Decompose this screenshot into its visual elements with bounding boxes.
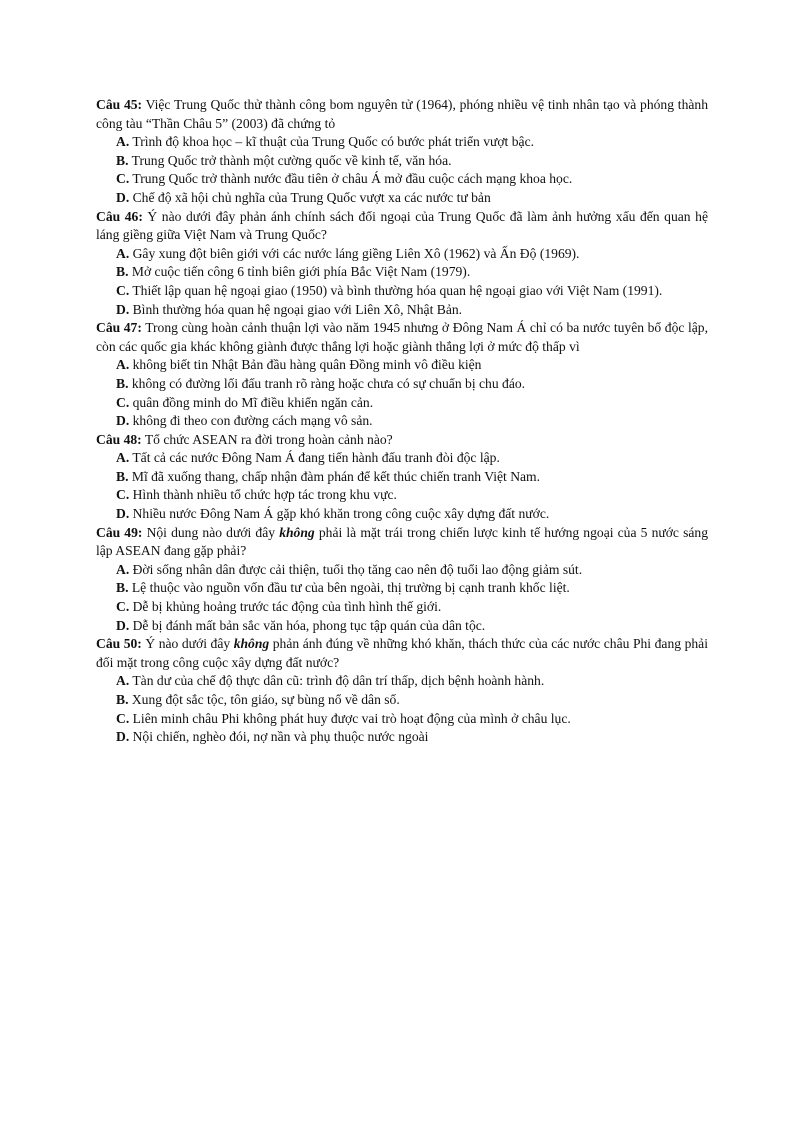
option-letter: D. xyxy=(116,189,130,205)
option-d xyxy=(96,301,708,320)
option-letter: C. xyxy=(116,599,130,615)
question-text: Ý nào dưới đây phản ánh chính sách đối ngoại của Trung Quốc đã làm ảnh hưởng xấu đến quan hệ láng giềng giữa Việt Nam và Trung Quốc? xyxy=(96,208,708,243)
question-number: Câu 45: xyxy=(96,97,143,112)
option-letter: B. xyxy=(116,580,129,596)
option-letter: A. xyxy=(116,673,130,689)
option-letter: A. xyxy=(116,357,130,373)
option-text: Xung đột sắc tộc, tôn giáo, sự bùng nổ về dân số. xyxy=(128,692,400,707)
option-d xyxy=(96,617,708,636)
option-b xyxy=(96,152,708,171)
question-stem xyxy=(96,319,708,356)
option-letter: C. xyxy=(116,487,130,503)
option-text: Mở cuộc tiến công 6 tỉnh biên giới phía Bắc Việt Nam (1979). xyxy=(128,264,471,280)
option-letter: B. xyxy=(116,375,129,391)
option-a xyxy=(96,133,708,152)
option-letter: B. xyxy=(116,692,129,707)
option-d xyxy=(96,505,708,524)
option-text: Gây xung đột biên giới với các nước láng giềng Liên Xô (1962) và Ấn Độ (1969). xyxy=(129,245,580,261)
option-letter: C. xyxy=(116,171,130,187)
option-letter: D. xyxy=(116,301,130,317)
question-number: Câu 48: xyxy=(96,431,142,447)
option-b xyxy=(96,468,708,487)
question-stem xyxy=(96,524,708,561)
negation-keyword: không xyxy=(279,524,315,540)
option-letter: C. xyxy=(116,394,130,410)
option-c xyxy=(96,394,708,413)
question-45 xyxy=(96,96,708,208)
option-text: Thiết lập quan hệ ngoại giao (1950) và bình thường hóa quan hệ ngoại giao với Việt Nam (1991). xyxy=(129,282,663,298)
question-47 xyxy=(96,319,708,431)
option-a xyxy=(96,356,708,375)
option-letter: D. xyxy=(116,413,130,429)
question-stem xyxy=(96,431,708,450)
option-letter: C. xyxy=(116,282,130,298)
option-letter: B. xyxy=(116,264,129,280)
question-text: Tổ chức ASEAN ra đời trong hoàn cảnh nào? xyxy=(141,431,393,447)
negation-keyword: không xyxy=(233,636,270,652)
option-text: quân đồng minh do Mĩ điều khiển ngăn cản. xyxy=(129,394,374,410)
option-d xyxy=(96,412,708,431)
option-c xyxy=(96,710,708,729)
question-46 xyxy=(96,208,708,320)
option-text: Liên minh châu Phi không phát huy được vai trò hoạt động của mình ở châu lục. xyxy=(129,710,571,726)
option-letter: C. xyxy=(116,710,130,726)
option-a xyxy=(96,449,708,468)
option-letter: D. xyxy=(116,729,130,745)
option-text: Tàn dư của chế độ thực dân cũ: trình độ dân trí thấp, dịch bệnh hoành hành. xyxy=(129,673,545,689)
option-text: Chế độ xã hội chủ nghĩa của Trung Quốc vượt xa các nước tư bản xyxy=(129,189,491,205)
option-a xyxy=(96,672,708,691)
option-text: không có đường lối đấu tranh rõ ràng hoặc chưa có sự chuẩn bị chu đáo. xyxy=(128,375,526,391)
option-text: Trung Quốc trở thành một cường quốc về kinh tế, văn hóa. xyxy=(128,152,452,168)
option-c xyxy=(96,598,708,617)
option-text: Đời sống nhân dân được cải thiện, tuổi thọ tăng cao nên độ tuổi lao động giảm sút. xyxy=(129,561,583,577)
question-number: Câu 50: xyxy=(96,636,142,652)
question-48 xyxy=(96,431,708,524)
question-text-pre: Nội dung nào dưới đây xyxy=(142,524,280,540)
option-d xyxy=(96,728,708,747)
option-text: Trung Quốc trở thành nước đầu tiên ở châu Á mở đầu cuộc cách mạng khoa học. xyxy=(129,171,573,187)
question-stem xyxy=(96,96,708,133)
question-text-post: phản ánh đúng về những khó khăn, thách thức của các nước châu Phi đang phải đối mặt trong công cuộc xây dựng đất nước? xyxy=(96,636,708,670)
option-letter: A. xyxy=(116,134,130,150)
option-d xyxy=(96,189,708,208)
question-text-pre: Ý nào dưới đây xyxy=(141,636,234,652)
option-text: Lệ thuộc vào nguồn vốn đầu tư của bên ngoài, thị trường bị cạnh tranh khốc liệt. xyxy=(128,580,570,596)
option-b xyxy=(96,579,708,598)
option-text: không đi theo con đường cách mạng vô sản. xyxy=(129,413,373,429)
option-text: Dễ bị đánh mất bản sắc văn hóa, phong tục tập quán của dân tộc. xyxy=(129,617,486,633)
question-text-post: phải là mặt trái trong chiến lược kinh tế hướng ngoại của 5 nước sáng lập ASEAN đang gặp phải? xyxy=(96,524,709,559)
option-a xyxy=(96,245,708,264)
question-number: Câu 49: xyxy=(96,524,143,540)
document-page xyxy=(96,96,708,747)
option-text: không biết tin Nhật Bản đầu hàng quân Đồng minh vô điều kiện xyxy=(129,357,482,373)
option-letter: B. xyxy=(116,152,129,168)
option-b xyxy=(96,375,708,394)
option-text: Hình thành nhiều tổ chức hợp tác trong khu vực. xyxy=(129,487,397,503)
option-b xyxy=(96,691,708,710)
option-letter: A. xyxy=(116,450,130,466)
question-stem xyxy=(96,208,708,245)
option-letter: A. xyxy=(116,561,130,577)
option-text: Mĩ đã xuống thang, chấp nhận đàm phán để kết thúc chiến tranh Việt Nam. xyxy=(128,468,541,484)
question-stem xyxy=(96,635,708,672)
question-text: Việc Trung Quốc thử thành công bom nguyên tử (1964), phóng nhiều vệ tinh nhân tạo và phóng thành công tàu “Thần Châu 5” (2003) đã chứng tỏ xyxy=(96,97,709,131)
question-49 xyxy=(96,524,708,636)
option-text: Dễ bị khủng hoảng trước tác động của tình hình thế giới. xyxy=(129,599,442,615)
option-letter: B. xyxy=(116,468,129,484)
question-text: Trong cùng hoàn cảnh thuận lợi vào năm 1945 nhưng ở Đông Nam Á chỉ có ba nước tuyên bố độc lập, còn các quốc gia khác không giành được thắng lợi hoặc giành thắng lợi ở mức độ thấp vì xyxy=(96,320,708,354)
option-c xyxy=(96,486,708,505)
option-text: Nội chiến, nghèo đói, nợ nần và phụ thuộc nước ngoài xyxy=(129,729,429,745)
option-text: Nhiều nước Đông Nam Á gặp khó khăn trong công cuộc xây dựng đất nước. xyxy=(129,506,550,522)
option-c xyxy=(96,170,708,189)
question-number: Câu 47: xyxy=(96,320,142,336)
question-50 xyxy=(96,635,708,747)
option-text: Tất cả các nước Đông Nam Á đang tiến hành đấu tranh đòi độc lập. xyxy=(129,450,500,466)
option-b xyxy=(96,263,708,282)
option-c xyxy=(96,282,708,301)
option-letter: D. xyxy=(116,506,130,522)
option-text: Trình độ khoa học – kĩ thuật của Trung Quốc có bước phát triển vượt bậc. xyxy=(129,134,534,150)
option-letter: A. xyxy=(116,245,130,261)
option-letter: D. xyxy=(116,617,130,633)
option-a xyxy=(96,561,708,580)
option-text: Bình thường hóa quan hệ ngoại giao với Liên Xô, Nhật Bản. xyxy=(129,301,463,317)
question-number: Câu 46: xyxy=(96,208,143,224)
